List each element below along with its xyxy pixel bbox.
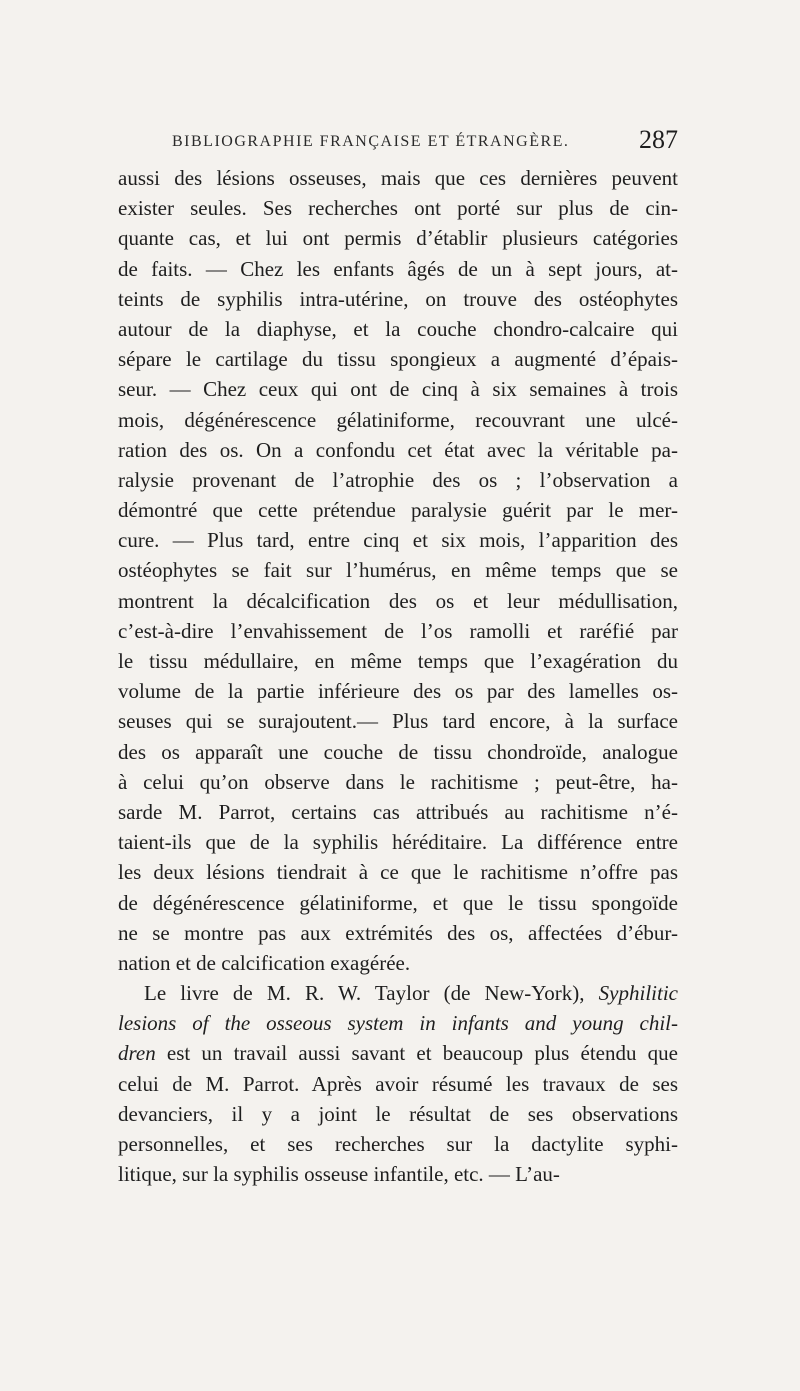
text-line xyxy=(118,676,678,706)
text-line xyxy=(118,586,678,616)
running-head xyxy=(172,125,678,159)
text-segment: devanciers, il y a joint le résultat de ses observations xyxy=(118,1101,678,1126)
text-line xyxy=(118,827,678,857)
text-segment: ralysie provenant de l’atrophie des os ; l’observation a xyxy=(118,467,678,492)
text-line xyxy=(118,857,678,887)
text-line xyxy=(118,948,678,978)
text-line xyxy=(118,888,678,918)
text-segment: les deux lésions tiendrait à ce que le rachitisme n’offre pas xyxy=(118,860,678,885)
text-line xyxy=(118,978,678,1008)
text-segment: démontré que cette prétendue paralysie guérit par le mer- xyxy=(118,498,678,523)
text-line xyxy=(118,1038,678,1068)
text-line xyxy=(118,797,678,827)
text-line xyxy=(118,435,678,465)
text-segment: exister seules. Ses recherches ont porté sur plus de cin- xyxy=(118,196,678,221)
text-segment: seur. — Chez ceux qui ont de cinq à six semaines à trois xyxy=(118,377,678,402)
text-line xyxy=(118,616,678,646)
text-segment: le tissu médullaire, en même temps que l’exagération du xyxy=(118,649,678,673)
text-segment: c’est-à-dire l’envahissement de l’os ramolli et raréfié par xyxy=(118,618,678,643)
text-line xyxy=(118,163,678,193)
text-segment: seuses qui se surajoutent.— Plus tard encore, à la surface xyxy=(118,709,678,734)
text-line xyxy=(118,1159,678,1189)
text-segment: Le livre de M. R. W. Taylor (de New-York), xyxy=(144,981,599,1006)
running-title: BIBLIOGRAPHIE FRANÇAISE ET ÉTRANGÈRE. xyxy=(172,133,570,150)
text-segment: cure. — Plus tard, entre cinq et six mois, l’apparition des xyxy=(118,528,678,553)
text-line xyxy=(118,314,678,344)
italic-text: lesions of the osseous system in infants and young chil- xyxy=(118,1011,678,1036)
text-segment: taient-ils que de la syphilis héréditaire. La différence entre xyxy=(118,830,678,855)
body-text xyxy=(118,163,678,1189)
text-line xyxy=(118,193,678,223)
text-segment: volume de la partie inférieure des os par des lamelles os- xyxy=(118,679,678,704)
text-line xyxy=(118,646,678,676)
text-segment: de faits. — Chez les enfants âgés de un à sept jours, at- xyxy=(118,256,678,281)
text-segment: litique, sur la syphilis osseuse infantile, etc. — L’au- xyxy=(118,1162,560,1187)
text-segment: est un travail aussi savant et beaucoup plus étendu que xyxy=(155,1041,678,1066)
italic-text: Syphilitic xyxy=(598,981,678,1006)
text-line xyxy=(118,1008,678,1038)
italic-text: dren xyxy=(118,1041,156,1066)
text-line xyxy=(118,405,678,435)
text-line xyxy=(118,465,678,495)
text-segment: aussi des lésions osseuses, mais que ces dernières peuvent xyxy=(118,166,678,190)
text-segment: ostéophytes se fait sur l’humérus, en même temps que se xyxy=(118,558,678,583)
page-number: 287 xyxy=(639,125,678,154)
text-line xyxy=(118,344,678,374)
text-line xyxy=(118,525,678,555)
text-segment: de dégénérescence gélatiniforme, et que le tissu spongoïde xyxy=(118,890,678,915)
text-line xyxy=(118,374,678,404)
text-segment: ration des os. On a confondu cet état avec la véritable pa- xyxy=(118,437,678,462)
text-segment: teints de syphilis intra-utérine, on trouve des ostéophytes xyxy=(118,286,678,311)
text-segment: montrent la décalcification des os et leur médullisation, xyxy=(118,588,678,613)
text-line xyxy=(118,1129,678,1159)
text-segment: mois, dégénérescence gélatiniforme, recouvrant une ulcé- xyxy=(118,407,678,432)
text-segment: celui de M. Parrot. Après avoir résumé les travaux de ses xyxy=(118,1071,678,1096)
text-segment: sarde M. Parrot, certains cas attribués au rachitisme n’é- xyxy=(118,799,678,824)
text-line xyxy=(118,495,678,525)
text-line xyxy=(118,1099,678,1129)
text-segment: personnelles, et ses recherches sur la dactylite syphi- xyxy=(118,1132,678,1156)
text-line xyxy=(118,706,678,736)
text-line xyxy=(118,555,678,585)
text-segment: quante cas, et lui ont permis d’établir plusieurs catégories xyxy=(118,226,678,251)
text-segment: ne se montre pas aux extrémités des os, affectées d’ébur- xyxy=(118,920,678,945)
text-line xyxy=(118,767,678,797)
text-segment: des os apparaît une couche de tissu chondroïde, analogue xyxy=(118,739,678,764)
text-line xyxy=(118,918,678,948)
text-line xyxy=(118,737,678,767)
text-line xyxy=(118,1069,678,1099)
text-line xyxy=(118,223,678,253)
text-segment: sépare le cartilage du tissu spongieux a augmenté d’épais- xyxy=(118,347,678,372)
text-line xyxy=(118,254,678,284)
text-segment: à celui qu’on observe dans le rachitisme ; peut-être, ha- xyxy=(118,769,678,794)
text-segment: nation et de calcification exagérée. xyxy=(118,950,411,975)
text-line xyxy=(118,284,678,314)
text-segment: autour de la diaphyse, et la couche chondro-calcaire qui xyxy=(118,316,678,341)
